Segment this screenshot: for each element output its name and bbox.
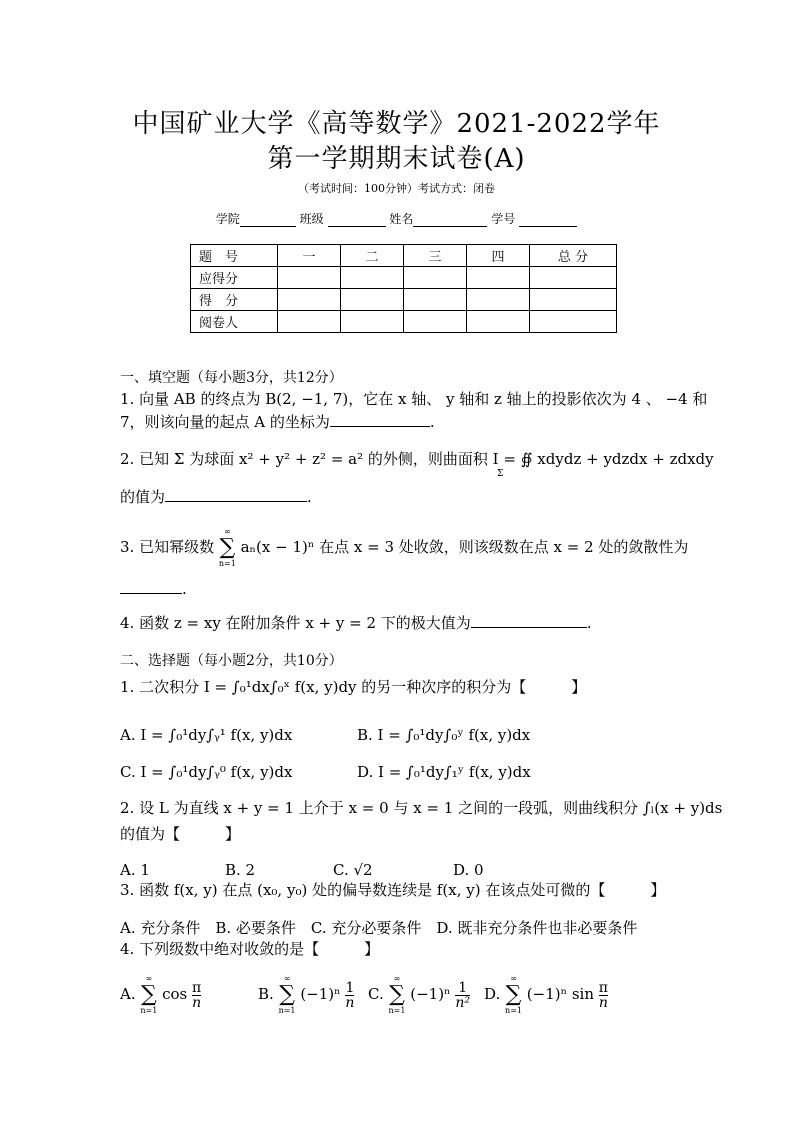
s2-q2-option-b[interactable]: B. 2 [225, 861, 256, 879]
denominator: n [598, 994, 608, 1011]
s1-q4-text: 4. 函数 z = xy 在附加条件 x + y = 2 下的极大值为 [120, 614, 471, 632]
s1-q3-sum [219, 527, 236, 569]
s1-q3-text-a: 3. 已知幂级数 [120, 538, 215, 556]
college-field[interactable] [240, 214, 296, 227]
table-row [191, 311, 617, 333]
option-label: D. [484, 985, 501, 1003]
sum-block [505, 974, 522, 1016]
option-body: (−1)ⁿ sin [526, 985, 595, 1003]
header-cell: 三 [404, 245, 467, 267]
table-row [191, 289, 617, 311]
row-label: 得 分 [191, 289, 278, 311]
sum-top: ∞ [224, 527, 231, 536]
s1-q2-answer[interactable] [165, 487, 307, 502]
s2-q4: 4. 下列级数中绝对收敛的是【 】 [120, 940, 380, 958]
s1-q3-answer[interactable] [120, 579, 182, 594]
sum-bottom: n=1 [140, 1006, 158, 1015]
student-info-line [0, 210, 793, 227]
score-cell[interactable] [530, 289, 617, 311]
sum-top: ∞ [283, 974, 291, 983]
sum-bottom: n=1 [218, 559, 236, 568]
numerator: 1 [345, 979, 355, 996]
sum-sign: ∑ [141, 982, 157, 1007]
student-no-label: 学号 [491, 212, 516, 226]
s1-q4-answer[interactable] [471, 613, 587, 628]
sum-sign: ∑ [279, 982, 295, 1007]
name-field[interactable] [413, 214, 487, 227]
row-label: 阅卷人 [191, 311, 278, 333]
sum-top: ∞ [393, 974, 401, 983]
s1-q3-line2: . [120, 578, 680, 600]
score-cell[interactable] [467, 289, 530, 311]
fraction [192, 981, 201, 1010]
s1-q3-line1 [120, 527, 689, 569]
score-cell[interactable] [404, 311, 467, 333]
score-cell[interactable] [341, 267, 404, 289]
option-label: B. [258, 985, 274, 1003]
s1-q2-line1: 2. 已知 Σ 为球面 x² + y² + z² = a² 的外侧，则曲面积 I = ∯ xdydz + ydzdx + zdxdy [120, 450, 714, 468]
fraction [455, 981, 470, 1010]
option-body: (−1)ⁿ [300, 985, 341, 1003]
section1-title: 一、填空题（每小题3分，共12分） [120, 370, 343, 386]
s2-q1-option-a[interactable]: A. I = ∫₀¹dy∫ᵧ¹ f(x, y)dx [120, 726, 293, 744]
header-cell: 题 号 [191, 245, 278, 267]
class-field[interactable] [328, 214, 386, 227]
table-row [191, 267, 617, 289]
sum-sign: ∑ [219, 535, 236, 560]
sum-bottom: n=1 [278, 1006, 296, 1015]
s1-q1-answer[interactable] [330, 412, 430, 427]
score-cell[interactable] [341, 289, 404, 311]
s2-q1-option-c[interactable]: C. I = ∫₀¹dy∫ᵧ⁰ f(x, y)dx [120, 763, 293, 781]
fraction [599, 981, 608, 1010]
score-cell[interactable] [278, 311, 341, 333]
exam-info: （考试时间：100分钟）考试方式：闭卷 [298, 182, 495, 195]
s1-q2-line2-text: 的值为 [120, 488, 166, 506]
sum-block [389, 974, 406, 1016]
score-table-header [191, 245, 617, 267]
score-cell[interactable] [404, 289, 467, 311]
option-label: A. [120, 985, 136, 1003]
score-cell[interactable] [341, 311, 404, 333]
name-label: 姓名 [389, 212, 414, 226]
student-no-field[interactable] [519, 214, 577, 227]
section2-title: 二、选择题（每小题2分，共10分） [120, 653, 343, 669]
score-table [190, 244, 617, 333]
s1-q3-text-b: aₙ(x − 1)ⁿ 在点 x = 3 处收敛，则该级数在点 x = 2 处的敛散性为 [240, 538, 689, 556]
s1-q4: 4. 函数 z = xy 在附加条件 x + y = 2 下的极大值为 . [120, 614, 592, 632]
header-cell: 总 分 [530, 245, 617, 267]
s2-q4-option-d[interactable] [484, 974, 608, 1016]
s2-q1-option-b[interactable]: B. I = ∫₀¹dy∫₀ʸ f(x, y)dx [357, 726, 531, 744]
sum-sign: ∑ [505, 982, 522, 1007]
score-cell[interactable] [278, 267, 341, 289]
s1-q2-line2: 的值为 . [120, 488, 312, 506]
numerator: π [598, 979, 608, 996]
sum-block [140, 974, 157, 1016]
sum-bottom: n=1 [505, 1006, 522, 1015]
sum-bottom: n=1 [388, 1006, 406, 1015]
s2-q4-option-c[interactable] [368, 974, 470, 1016]
exam-title: 中国矿业大学《高等数学》2021-2022学年 [132, 109, 661, 139]
s2-q2-line2: 的值为【 】 [120, 825, 241, 843]
row-label: 应得分 [191, 267, 278, 289]
s2-q2-option-c[interactable]: C. √2 [333, 861, 373, 879]
s2-q4-option-b[interactable] [258, 974, 354, 1016]
s1-q2-subscript: Σ [497, 469, 504, 479]
sum-top: ∞ [145, 974, 153, 983]
s2-q3: 3. 函数 f(x, y) 在点 (x₀, y₀) 处的偏导数连续是 f(x, y) 在该点处可微的【 】 [120, 881, 666, 899]
sum-sign: ∑ [389, 982, 405, 1007]
s1-q1-line2-text: 7，则该向量的起点 A 的坐标为 [120, 413, 330, 431]
option-label: C. [368, 985, 384, 1003]
denominator: n² [455, 994, 470, 1011]
score-cell[interactable] [278, 289, 341, 311]
s2-q1: 1. 二次积分 I = ∫₀¹dx∫₀ˣ f(x, y)dy 的另一种次序的积分为【 】 [120, 678, 587, 696]
score-cell[interactable] [467, 267, 530, 289]
header-cell: 二 [341, 245, 404, 267]
denominator: n [345, 994, 355, 1011]
score-cell[interactable] [467, 311, 530, 333]
s2-q2-line1: 2. 设 L 为直线 x + y = 1 上介于 x = 0 与 x = 1 之间的一段弧，则曲线积分 ∫ₗ(x + y)ds [120, 799, 723, 817]
s2-q3-options[interactable]: A. 充分条件 B. 必要条件 C. 充分必要条件 D. 既非充分条件也非必要条件 [120, 919, 638, 937]
sum-block [279, 974, 296, 1016]
option-body: (−1)ⁿ [410, 985, 451, 1003]
s1-q1-line2: 7，则该向量的起点 A 的坐标为 . [120, 413, 435, 431]
score-cell[interactable] [530, 267, 617, 289]
s2-q2-option-d[interactable]: D. 0 [453, 861, 484, 879]
score-cell[interactable] [530, 311, 617, 333]
s2-q2-option-a[interactable]: A. 1 [120, 861, 150, 879]
numerator: π [192, 979, 202, 996]
s2-q4-option-a[interactable] [120, 974, 201, 1016]
denominator: n [192, 994, 202, 1011]
s2-q1-option-d[interactable]: D. I = ∫₀¹dy∫₁ʸ f(x, y)dx [357, 763, 531, 781]
exam-subtitle: 第一学期期末试卷(A) [267, 144, 526, 174]
s1-q1-line1: 1. 向量 AB 的终点为 B(2, −1, 7)，它在 x 轴、 y 轴和 z 轴上的投影依次为 4 、 −4 和 [120, 390, 708, 408]
sum-top: ∞ [510, 974, 517, 983]
numerator: 1 [458, 979, 468, 996]
fraction [345, 981, 354, 1010]
score-cell[interactable] [404, 267, 467, 289]
header-cell: 一 [278, 245, 341, 267]
college-label: 学院 [215, 212, 240, 226]
header-cell: 四 [467, 245, 530, 267]
option-body: cos [162, 985, 188, 1003]
class-label: 班级 [299, 212, 324, 226]
